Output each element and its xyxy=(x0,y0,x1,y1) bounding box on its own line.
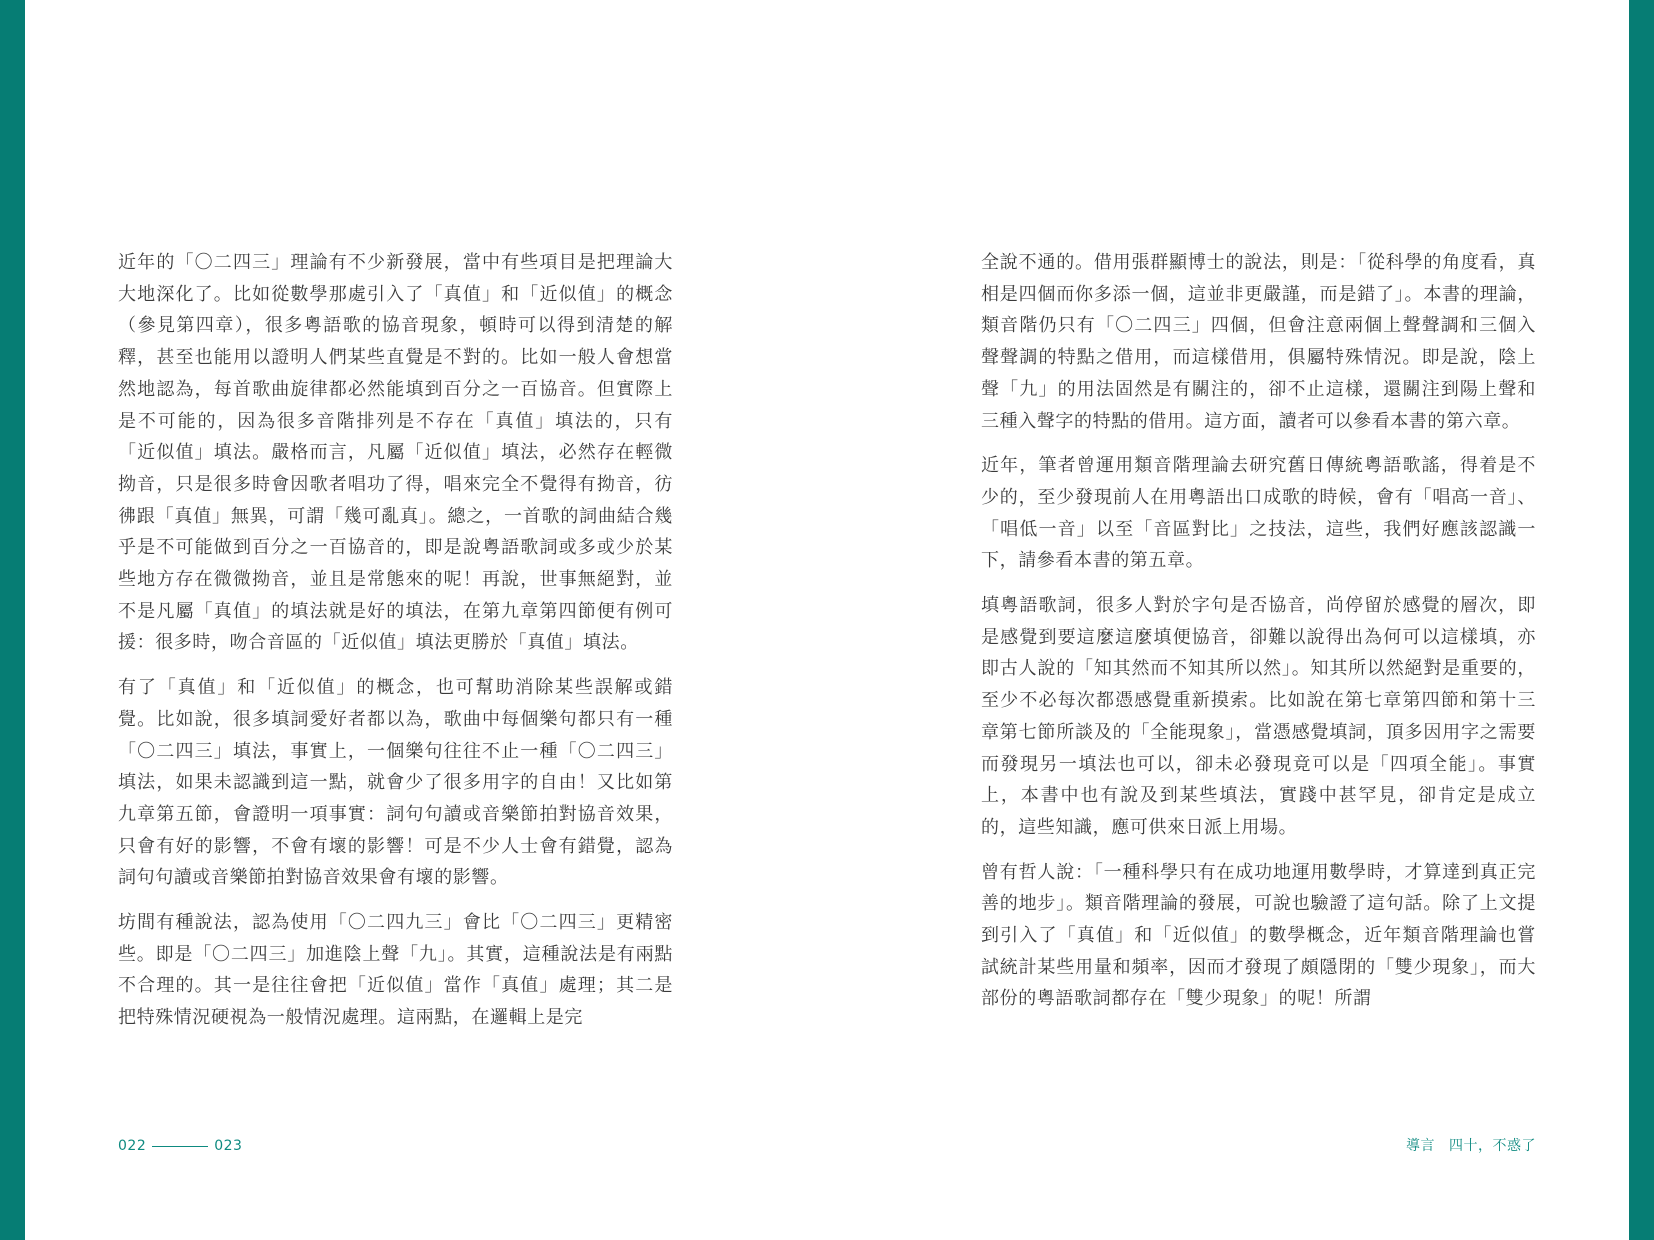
page-number-end: 023 xyxy=(214,1138,243,1154)
right-edge-band xyxy=(1629,0,1654,1240)
right-paragraph-2: 近年，筆者曾運用類音階理論去研究舊日傳統粵語歌謠，得着是不少的，至少發現前人在用粵語出口成歌的時候，會有「唱高一音」、「唱低一音」以至「音區對比」之技法，這些，我們好應該認識一下，請參看本書的第五章。 xyxy=(981,455,1536,572)
left-paragraph-1: 近年的「〇二四三」理論有不少新發展，當中有些項目是把理論大大地深化了。比如從數學那處引入了「真值」和「近似值」的概念（參見第四章），很多粵語歌的協音現象，頓時可以得到清楚的解釋，甚至也能用以證明人們某些直覺是不對的。比如一般人會想當然地認為，每首歌曲旋律都必然能填到百分之一百協音。但實際上是不可能的，因為很多音階排列是不存在「真值」填法的，只有「近似值」填法。嚴格而言，凡屬「近似值」填法，必然存在輕微拗音，只是很多時會因歌者唱功了得，唱來完全不覺得有拗音，彷彿跟「真值」無異，可謂「幾可亂真」。總之，一首歌的詞曲結合幾乎是不可能做到百分之一百協音的，即是說粵語歌詞或多或少於某些地方存在微微拗音，並且是常態來的呢！再說，世事無絕對，並不是凡屬「真值」的填法就是好的填法，在第九章第四節便有例可援：很多時，吻合音區的「近似值」填法更勝於「真值」填法。 xyxy=(118,252,673,654)
right-paragraph-3: 填粵語歌詞，很多人對於字句是否協音，尚停留於感覺的層次，即是感覺到要這麼這麼填便協音，卻難以說得出為何可以這樣填，亦即古人說的「知其然而不知其所以然」。知其所以然絕對是重要的，至少不必每次都憑感覺重新摸索。比如說在第七章第四節和第十三章第七節所談及的「全能現象」，當憑感覺填詞，頂多因用字之需要而發現另一填法也可以，卻未必發現竟可以是「四項全能」。事實上，本書中也有說及到某些填法，實踐中甚罕見，卻肯定是成立的，這些知識，應可供來日派上用場。 xyxy=(981,595,1536,838)
right-paragraph-4: 曾有哲人說：「一種科學只有在成功地運用數學時，才算達到真正完善的地步」。類音階理論的發展，可說也驗證了這句話。除了上文提到引入了「真值」和「近似值」的數學概念，近年類音階理論也嘗試統計某些用量和頻率，因而才發現了頗隱閉的「雙少現象」，而大部份的粵語歌詞都存在「雙少現象」的呢！所謂 xyxy=(981,861,1536,1010)
left-paragraph-2: 有了「真值」和「近似值」的概念，也可幫助消除某些誤解或錯覺。比如說，很多填詞愛好者都以為，歌曲中每個樂句都只有一種「〇二四三」填法，事實上，一個樂句往往不止一種「〇二四三」填法，如果未認識到這一點，就會少了很多用字的自由！又比如第九章第五節，會證明一項事實：詞句句讀或音樂節拍對協音效果，只會有好的影響，不會有壞的影響！可是不少人士會有錯覺，認為詞句句讀或音樂節拍對協音效果會有壞的影響。 xyxy=(118,677,673,889)
running-header-footer xyxy=(1406,1136,1536,1156)
running-title: 四十，不惑了 xyxy=(1449,1138,1536,1154)
right-page-body xyxy=(981,247,1536,1028)
left-paragraph-3: 坊間有種說法，認為使用「〇二四九三」會比「〇二四三」更精密些。即是「〇二四三」加進陰上聲「九」。其實，這種說法是有兩點不合理的。其一是往往會把「近似值」當作「真值」處理；其二是把特殊情況硬視為一般情況處理。這兩點，在邏輯上是完 xyxy=(118,912,673,1029)
right-paragraph-1: 全說不通的。借用張群顯博士的說法，則是：「從科學的角度看，真相是四個而你多添一個，這並非更嚴謹，而是錯了」。本書的理論，類音階仍只有「〇二四三」四個，但會注意兩個上聲聲調和三個入聲聲調的特點之借用，而這樣借用，俱屬特殊情況。即是說，陰上聲「九」的用法固然是有關注的，卻不止這樣，還關注到陽上聲和三種入聲字的特點的借用。這方面，讀者可以參看本書的第六章。 xyxy=(981,252,1536,432)
page-number-start: 022 xyxy=(118,1138,147,1154)
chapter-label: 導言 xyxy=(1406,1138,1435,1154)
page-number-footer xyxy=(118,1136,242,1156)
left-edge-band xyxy=(0,0,25,1240)
left-page-body xyxy=(118,247,673,1047)
folio-rule xyxy=(152,1146,208,1147)
